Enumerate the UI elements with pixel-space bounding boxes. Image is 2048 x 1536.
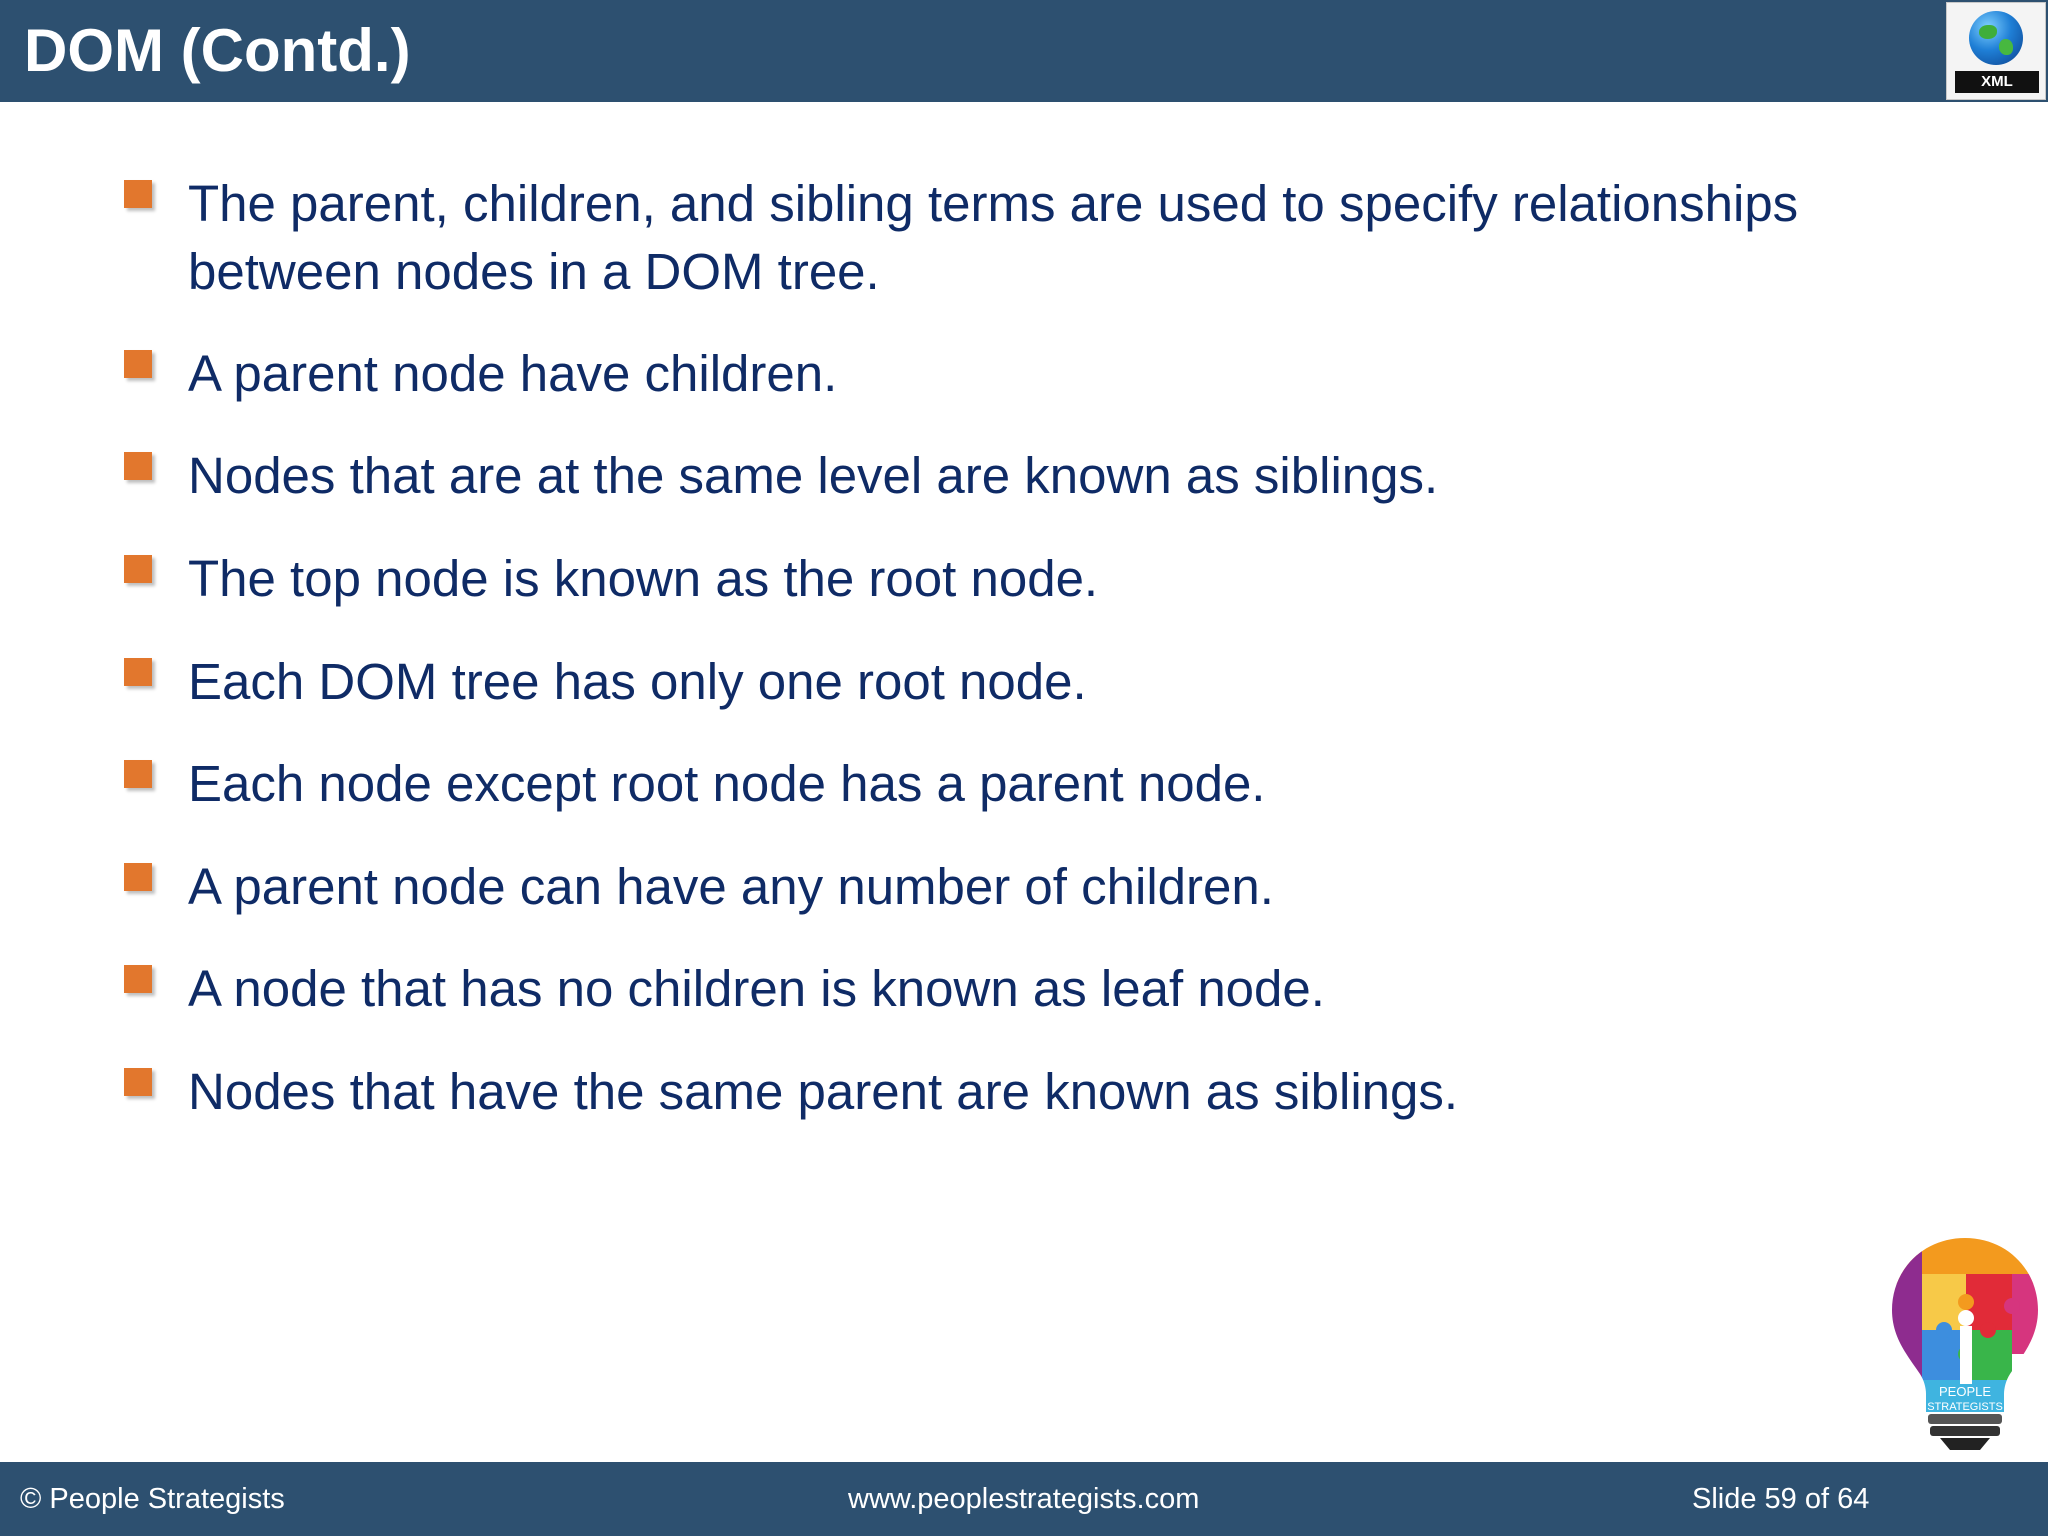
bullet-square-icon xyxy=(124,760,152,788)
bullet-square-icon xyxy=(124,452,152,480)
footer-copyright: © People Strategists xyxy=(20,1483,285,1515)
slide-title: DOM (Contd.) xyxy=(24,17,411,84)
bullet-text: A node that has no children is known as leaf node. xyxy=(188,960,1325,1017)
xml-globe-icon xyxy=(1946,2,2046,100)
bullet-text: Nodes that are at the same level are known as siblings. xyxy=(188,447,1439,504)
bullet-square-icon xyxy=(124,180,152,208)
bulb-logo-text-line2: STRATEGISTS xyxy=(1927,1401,2003,1413)
title-bar xyxy=(0,0,2048,102)
xml-logo-label: XML xyxy=(1955,71,2039,93)
bullet-text: Each node except root node has a parent node. xyxy=(188,755,1266,812)
bullet-square-icon xyxy=(124,965,152,993)
bullet-text: A parent node can have any number of children. xyxy=(188,858,1274,915)
bullet-text: The top node is known as the root node. xyxy=(188,550,1099,607)
footer-slide-number: Slide 59 of 64 xyxy=(1692,1483,1870,1515)
globe-icon xyxy=(1969,11,2023,65)
bullet-square-icon xyxy=(124,658,152,686)
bullet-text: A parent node have children. xyxy=(188,345,838,402)
bullet-text: Nodes that have the same parent are known as siblings. xyxy=(188,1063,1459,1120)
footer-bar xyxy=(0,1462,2048,1536)
bullet-square-icon xyxy=(124,350,152,378)
bulb-logo-text-line1: PEOPLE xyxy=(1938,1384,1992,1399)
lightbulb-puzzle-logo-icon xyxy=(1888,1234,2042,1454)
bullet-text: Each DOM tree has only one root node. xyxy=(188,653,1087,710)
bullet-square-icon xyxy=(124,555,152,583)
bullet-text: The parent, children, and sibling terms are used to specify relationships between nodes in a DOM tree. xyxy=(188,175,1799,300)
footer-website: www.peoplestrategists.com xyxy=(848,1483,1200,1515)
bullet-square-icon xyxy=(124,863,152,891)
bullet-square-icon xyxy=(124,1068,152,1096)
